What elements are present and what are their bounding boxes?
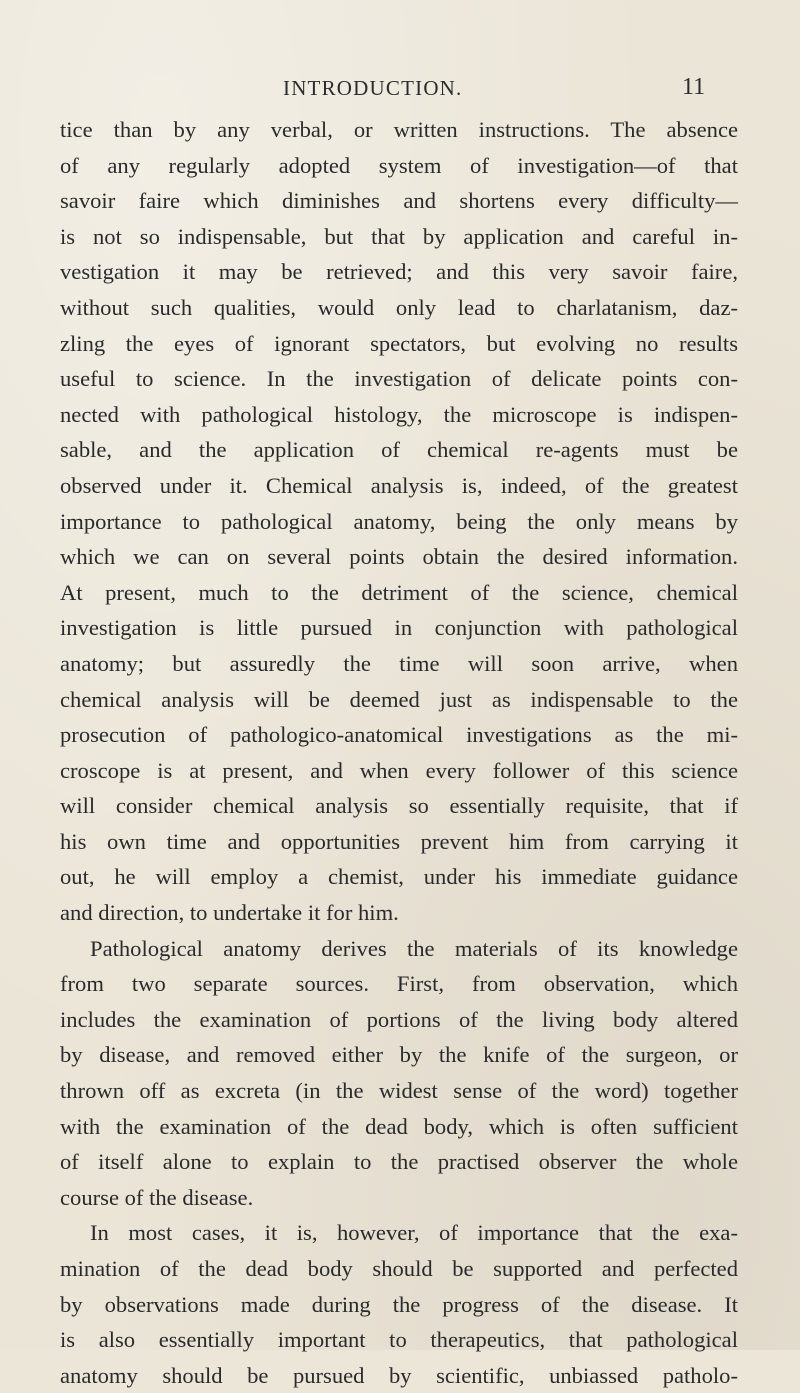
- text-line: investigation is little pursued in conjunction with pathological: [60, 615, 738, 641]
- text-line: his own time and opportunities prevent him from carrying it: [60, 828, 738, 854]
- text-line: prosecution of pathologico-anatomical investigations as the mi-: [60, 722, 738, 748]
- text-line: useful to science. In the investigation of delicate points con-: [60, 366, 738, 392]
- text-line: out, he will employ a chemist, under his immediate guidance: [60, 864, 738, 890]
- text-line: In most cases, it is, however, of importance that the exa-: [90, 1220, 738, 1246]
- page-number: 11: [682, 74, 706, 100]
- text-line: At present, much to the detriment of the science, chemical: [60, 579, 738, 605]
- text-line: thrown off as excreta (in the widest sense of the word) together: [60, 1078, 738, 1104]
- paragraph: [60, 112, 738, 931]
- text-line: with the examination of the dead body, which is often sufficient: [60, 1113, 738, 1139]
- text-line: chemical analysis will be deemed just as indispensable to the: [60, 686, 738, 712]
- text-line: importance to pathological anatomy, being the only means by: [60, 508, 738, 534]
- text-line: observed under it. Chemical analysis is, indeed, of the greatest: [60, 472, 738, 498]
- text-line: mination of the dead body should be supported and perfected: [60, 1256, 738, 1281]
- text-line: tice than by any verbal, or written instructions. The absence: [60, 117, 738, 142]
- text-line: of itself alone to explain to the practised observer the whole: [60, 1149, 738, 1175]
- text-line: is also essentially important to therapeutics, that pathological: [60, 1327, 738, 1353]
- text-line: vestigation it may be retrieved; and this very savoir faire,: [60, 259, 738, 285]
- text-line: Pathological anatomy derives the materials of its knowledge: [90, 935, 738, 961]
- text-line: without such qualities, would only lead to charlatanism, daz-: [60, 294, 738, 320]
- running-head: [0, 76, 800, 106]
- running-title: INTRODUCTION.: [283, 76, 463, 100]
- text-line: from two separate sources. First, from observation, which: [60, 971, 738, 997]
- text-line: course of the disease.: [60, 1184, 254, 1210]
- text-line: and direction, to undertake it for him.: [60, 900, 399, 926]
- text-line: savoir faire which diminishes and shortens every difficulty—: [60, 188, 738, 214]
- text-line: of any regularly adopted system of investigation—of that: [60, 152, 738, 178]
- text-line: anatomy should be pursued by scientific, unbiassed patholo-: [60, 1362, 738, 1388]
- text-line: will consider chemical analysis so essentially requisite, that if: [60, 793, 738, 819]
- text-line: anatomy; but assuredly the time will soon arrive, when: [60, 650, 738, 676]
- text-line: zling the eyes of ignorant spectators, but evolving no results: [60, 330, 738, 356]
- text-line: by observations made during the progress of the disease. It: [60, 1291, 738, 1317]
- paragraph: [60, 1215, 738, 1393]
- paragraph: [60, 931, 738, 1216]
- body-text: [60, 112, 738, 1393]
- text-line: by disease, and removed either by the knife of the surgeon, or: [60, 1042, 738, 1068]
- text-line: is not so indispensable, but that by application and careful in-: [60, 223, 738, 249]
- text-line: nected with pathological histology, the microscope is indispen-: [60, 401, 738, 427]
- text-line: which we can on several points obtain the desired information.: [60, 544, 738, 570]
- text-line: croscope is at present, and when every follower of this science: [60, 757, 738, 783]
- text-line: sable, and the application of chemical re-agents must be: [60, 437, 738, 463]
- text-line: includes the examination of portions of the living body altered: [60, 1006, 738, 1032]
